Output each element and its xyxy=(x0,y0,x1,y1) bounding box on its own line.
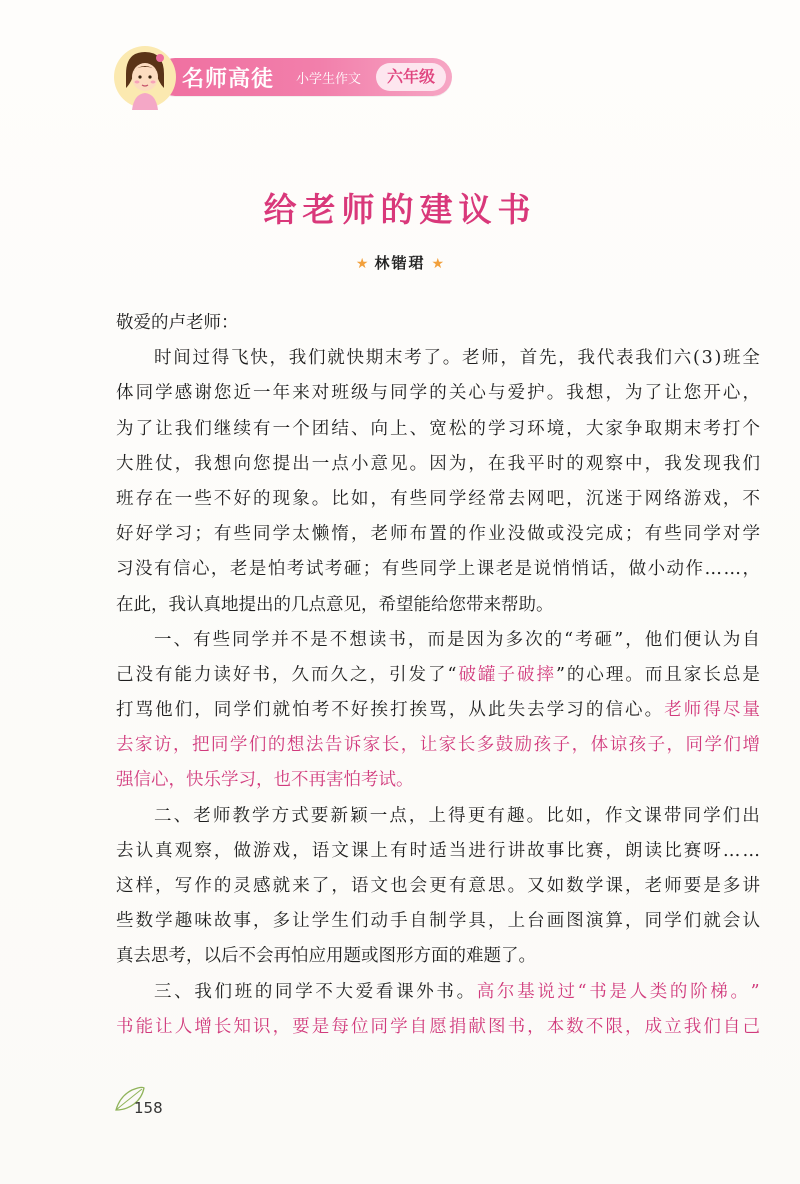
highlighted-text: 强信心，快乐学习，也不再害怕考试。 xyxy=(116,770,414,791)
text-line: 一 、 有 些 同 学 并 不 是 不 想 读 书 ， 而 是 因 为 多 次 的 “ 考 砸 ” ， 他 们 便 认 为 自 xyxy=(116,623,760,658)
text-line: 好 好 学 习 ； 有 些 同 学 太 懒 惰 ， 老 师 布 置 的 作 业 没 做 或 没 完 成 ； 有 些 同 学 对 学 xyxy=(116,517,760,552)
text-line: 习 没 有 信 心 ， 老 是 怕 考 试 考 砸 ； 有 些 同 学 上 课 老 是 说 悄 悄 话 ， 做 小 动 作 … … ， xyxy=(116,552,760,587)
text-line xyxy=(116,306,760,341)
text-line xyxy=(116,939,760,974)
article-title: 给老师的建议书 xyxy=(263,190,537,229)
text-line: 去 认 真 观 察 ， 做 游 戏 ， 语 文 课 上 有 时 适 当 进 行 讲 故 事 比 赛 ， 朗 读 比 赛 呀 … … xyxy=(116,834,760,869)
text-line: 三 、 我 们 班 的 同 学 不 大 爱 看 课 外 书 。 高 尔 基 说 过 “ 书 是 人 类 的 阶 梯 。 ” xyxy=(116,975,760,1010)
girl-mascot-icon xyxy=(112,44,178,110)
text-line: 班 存 在 一 些 不 好 的 现 象 。 比 如 ， 有 些 同 学 经 常 去 网 吧 ， 沉 迷 于 网 络 游 戏 ， 不 xyxy=(116,482,760,517)
text-line: 书 能 让 人 增 长 知 识 ， 要 是 每 位 同 学 自 愿 捐 献 图 书 ， 本 数 不 限 ， 成 立 我 们 自 己 xyxy=(116,1010,760,1045)
text-segment: 敬爱的卢老师： xyxy=(116,313,239,333)
text-line: 些 数 学 趣 味 故 事 ， 多 让 学 生 们 动 手 自 制 学 具 ， 上 台 画 图 演 算 ， 同 学 们 就 会 认 xyxy=(116,904,760,939)
text-line xyxy=(116,763,760,798)
text-line: 去 家 访 ， 把 同 学 们 的 想 法 告 诉 家 长 ， 让 家 长 多 鼓 励 孩 子 ， 体 谅 孩 子 ， 同 学 们 增 xyxy=(116,728,760,763)
text-line: 体 同 学 感 谢 您 近 一 年 来 对 班 级 与 同 学 的 关 心 与 爱 护 。 我 想 ， 为 了 让 您 开 心 ， xyxy=(116,376,760,411)
text-line: 己 没 有 能 力 读 好 书 ， 久 而 久 之 ， 引 发 了 “ 破 罐 子 破 摔 ” 的 心 理 。 而 且 家 长 总 是 xyxy=(116,658,760,693)
series-title: 名师高徒 xyxy=(182,67,275,92)
author-line xyxy=(0,252,800,273)
text-line xyxy=(116,588,760,623)
text-segment: 真去思考，以后不会再怕应用题或图形方面的难题了。 xyxy=(116,946,536,967)
text-line: 大 胜 仗 ， 我 想 向 您 提 出 一 点 小 意 见 。 因 为 ， 在 我 平 时 的 观 察 中 ， 我 发 现 我 们 xyxy=(116,447,760,482)
author-name: 林锴珺 xyxy=(374,254,426,272)
text-segment: 在此，我认真地提出的几点意见，希望能给您带来帮助。 xyxy=(116,594,554,615)
star-icon: ★ xyxy=(355,256,369,272)
article-body xyxy=(116,306,760,1045)
page-number: 158 xyxy=(134,1099,163,1117)
text-line: 这 样 ， 写 作 的 灵 感 就 来 了 ， 语 文 也 会 更 有 意 思 。 又 如 数 学 课 ， 老 师 要 是 多 讲 xyxy=(116,869,760,904)
series-banner xyxy=(112,44,452,110)
text-line: 为 了 让 我 们 继 续 有 一 个 团 结 、 向 上 、 宽 松 的 学 习 环 境 ， 大 家 争 取 期 末 考 打 个 xyxy=(116,412,760,447)
text-line: 二 、 老 师 教 学 方 式 要 新 颖 一 点 ， 上 得 更 有 趣 。 比 如 ， 作 文 课 带 同 学 们 出 xyxy=(116,799,760,834)
text-line: 打 骂 他 们 ， 同 学 们 就 怕 考 不 好 挨 打 挨 骂 ， 从 此 失 去 学 习 的 信 心 。 老 师 得 尽 量 xyxy=(116,693,760,728)
star-icon: ★ xyxy=(431,256,445,272)
series-subtitle: 小学生作文 xyxy=(296,72,362,87)
grade-badge: 六年级 xyxy=(376,63,446,91)
text-line: 时 间 过 得 飞 快 ， 我 们 就 快 期 末 考 了 。 老 师 ， 首 先 ， 我 代 表 我 们 六 ( 3 ) 班 全 xyxy=(116,341,760,376)
